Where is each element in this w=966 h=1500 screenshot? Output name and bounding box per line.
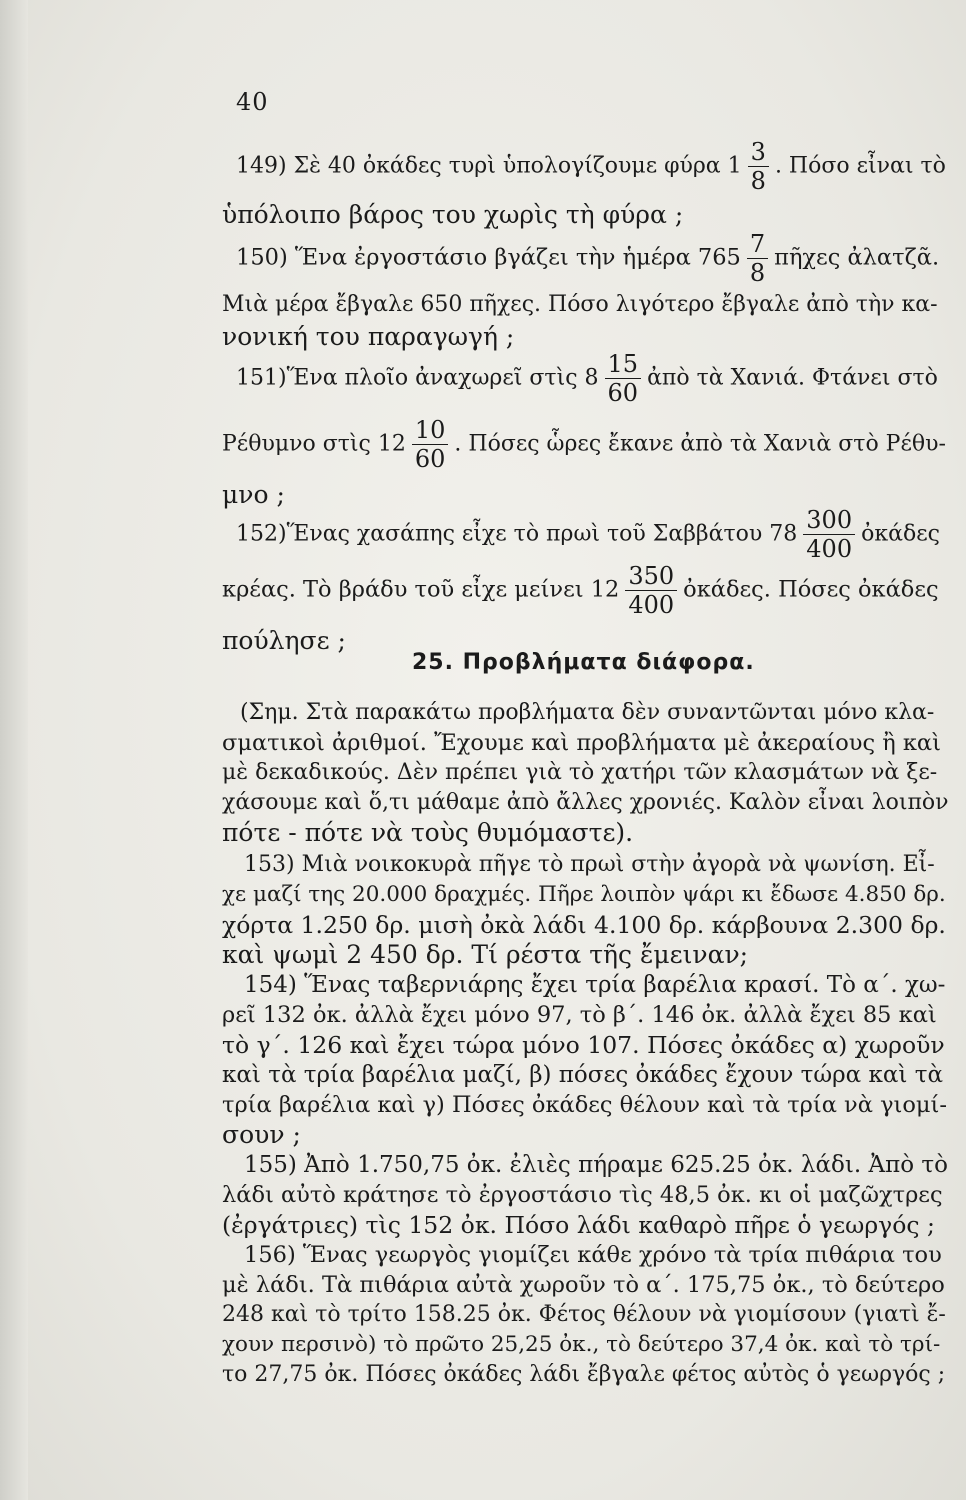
- problem-156-line-2: μὲ λάδι. Τὰ πιθάρια αὐτὰ χωροῦν τὸ α΄. 175,75 ὀκ., τὸ δεύτερο: [222, 1272, 945, 1298]
- fraction-3-8: $\frac{3}{8}$: [748, 140, 769, 193]
- problem-151-line-2: Ρέθυμνο στὶς 12 $\frac{10}{60}$ . Πόσες ὧρες ἔκανε ἀπὸ τὰ Χανιὰ στὸ Ρέθυ-: [222, 416, 946, 473]
- problem-150-line-2: Μιὰ μέρα ἔβγαλε 650 πῆχες. Πόσο λιγότερο ἔβγαλε ἀπὸ τὴν κα-: [222, 292, 938, 317]
- problem-155-line-2: λάδι αὐτὸ κράτησε τὸ ἐργοστάσιο τὶς 48,5 ὀκ. κι οἱ μαζῶχτρες: [222, 1182, 943, 1208]
- section-heading: 25. Προβλήματα διάφορα.: [412, 650, 755, 675]
- problem-149-line-1: 149) Σὲ 40 ὀκάδες τυρὶ ὑπολογίζουμε φύρα 1 $\frac{3}{8}$ . Πόσο εἶναι τὸ: [236, 138, 946, 195]
- fraction-15-60: $\frac{15}{60}$: [605, 352, 642, 405]
- note-line-1: (Σημ. Στὰ παρακάτω προβλήματα δὲν συναντῶνται μόνο κλα-: [240, 700, 935, 725]
- problem-151-line-3: μνο ;: [222, 480, 285, 509]
- problem-155-line-3: (ἐργάτριες) τὶς 152 ὀκ. Πόσο λάδι καθαρὸ πῆρε ὁ γεωργός ;: [222, 1211, 935, 1239]
- note-line-2: σματικοὶ ἀριθμοί. Ἔχουμε καὶ προβλήματα μὲ ἀκεραίους ἢ καὶ: [222, 730, 941, 756]
- problem-154-line-3: τὸ γ΄. 126 καὶ ἔχει τώρα μόνο 107. Πόσες ὀκάδες α) χωροῦν: [222, 1031, 945, 1059]
- problem-153-line-3: χόρτα 1.250 δρ. μισὴ ὀκὰ λάδι 4.100 δρ. κάρβουνα 2.300 δρ.: [222, 911, 946, 939]
- problem-151-line-1: 151)Ἕνα πλοῖο ἀναχωρεῖ στὶς 8 $\frac{15}{60}$ ἀπὸ τὰ Χανιά. Φτάνει στὸ: [236, 350, 938, 407]
- problem-150-line-1: 150) Ἕνα ἐργοστάσιο βγάζει τὴν ἡμέρα 765 $\frac{7}{8}$ πῆχες ἀλατζᾶ.: [236, 230, 940, 287]
- fraction-350-400: $\frac{350}{400}$: [625, 564, 677, 617]
- problem-155-line-1: 155) Ἀπὸ 1.750,75 ὀκ. ἐλιὲς πήραμε 625.25 ὀκ. λάδι. Ἀπὸ τὸ: [244, 1152, 948, 1178]
- problem-153-line-2: χε μαζί της 20.000 δραχμές. Πῆρε λοιπὸν ψάρι κι ἔδωσε 4.850 δρ.: [222, 882, 946, 907]
- problem-149-text: 149) Σὲ 40 ὀκάδες τυρὶ ὑπολογίζουμε φύρα 1: [236, 153, 742, 179]
- problem-153-line-1: 153) Μιὰ νοικοκυρὰ πῆγε τὸ πρωὶ στὴν ἀγορὰ νὰ ψωνίση. Εἶ-: [244, 852, 935, 877]
- problem-150-line-3: νονική του παραγωγή ;: [222, 322, 515, 351]
- note-line-4: χάσουμε καὶ ὅ,τι μάθαμε ἀπὸ ἄλλες χρονιές. Καλὸν εἶναι λοιπὸν: [222, 790, 949, 815]
- fraction-10-60: $\frac{10}{60}$: [412, 418, 449, 471]
- fraction-300-400: $\frac{300}{400}$: [803, 508, 855, 561]
- problem-154-line-6: σουν ;: [222, 1120, 301, 1149]
- problem-153-line-4: καὶ ψωμὶ 2 450 δρ. Τί ρέστα τῆς ἔμειναν;: [222, 940, 749, 969]
- problem-152-line-3: πούλησε ;: [222, 626, 346, 655]
- problem-154-line-5: τρία βαρέλια καὶ γ) Πόσες ὀκάδες θέλουν καὶ τὰ τρία νὰ γιομί-: [222, 1092, 947, 1118]
- problem-154-line-1: 154) Ἕνας ταβερνιάρης ἔχει τρία βαρέλια κρασί. Τὸ α΄. χω-: [244, 972, 946, 998]
- page-edge-shadow: [0, 0, 28, 1500]
- page-number: 40: [236, 88, 269, 116]
- problem-152-line-2: κρέας. Τὸ βράδυ τοῦ εἶχε μείνει 12 $\frac{350}{400}$ ὀκάδες. Πόσες ὀκάδες: [222, 562, 939, 619]
- fraction-7-8: $\frac{7}{8}$: [747, 232, 768, 285]
- note-line-3: μὲ δεκαδικούς. Δὲν πρέπει γιὰ τὸ χατήρι τῶν κλασμάτων νὰ ξε-: [222, 760, 938, 785]
- note-line-5: πότε - πότε νὰ τοὺς θυμόμαστε).: [222, 818, 634, 847]
- problem-154-line-4: καὶ τὰ τρία βαρέλια μαζί, β) πόσες ὀκάδες ἔχουν τώρα καὶ τὰ: [222, 1062, 943, 1088]
- problem-149-line-2: ὑπόλοιπο βάρος του χωρὶς τὴ φύρα ;: [222, 200, 684, 229]
- problem-156-line-5: το 27,75 ὀκ. Πόσες ὀκάδες λάδι ἔβγαλε φέτος αὐτὸς ὁ γεωργός ;: [222, 1362, 946, 1387]
- problem-156-line-3: 248 καὶ τὸ τρίτο 158.25 ὀκ. Φέτος θέλουν νὰ γιομίσουν (γιατὶ ἔ-: [222, 1302, 946, 1327]
- problem-156-line-4: χουν περσινὸ) τὸ πρῶτο 25,25 ὀκ., τὸ δεύτερο 37,4 ὀκ. καὶ τὸ τρί-: [222, 1332, 941, 1357]
- problem-152-line-1: 152)Ἕνας χασάπης εἶχε τὸ πρωὶ τοῦ Σαββάτου 78 $\frac{300}{400}$ ὀκάδες: [236, 506, 940, 563]
- problem-154-line-2: ρεῖ 132 ὀκ. ἀλλὰ ἔχει μόνο 97, τὸ β΄. 146 ὀκ. ἀλλὰ ἔχει 85 καὶ: [222, 1002, 937, 1028]
- problem-156-line-1: 156) Ἕνας γεωργὸς γιομίζει κάθε χρόνο τὰ τρία πιθάρια του: [244, 1242, 942, 1268]
